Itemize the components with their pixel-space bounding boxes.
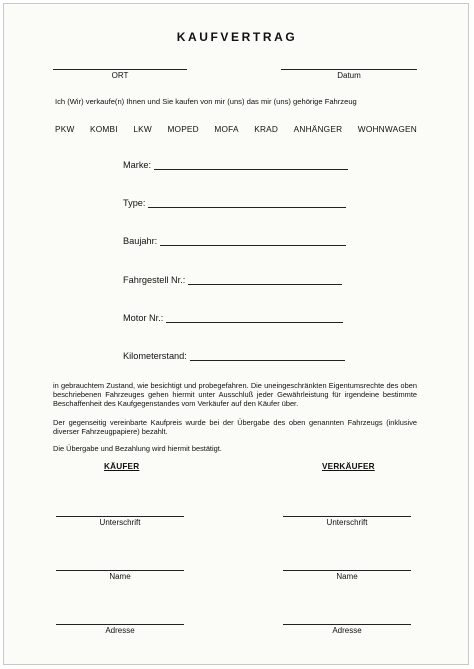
field-baujahr xyxy=(123,236,346,246)
seller-address-line[interactable] xyxy=(283,624,411,625)
field-kilometer-label: Kilometerstand: xyxy=(123,351,187,361)
field-marke xyxy=(123,160,348,170)
place-line[interactable] xyxy=(53,69,187,70)
buyer-name-line[interactable] xyxy=(56,570,184,571)
field-kilometer-line[interactable] xyxy=(190,352,345,361)
document-title: KAUFVERTRAG xyxy=(176,30,298,44)
buyer-signature-line[interactable] xyxy=(56,516,184,517)
condition-paragraph: in gebrauchtem Zustand, wie besichtigt und probegefahren. Die uneingeschränkten Eigentumsrechte des oben beschriebenen Fahrzeuges gehen hiermit unter Ausschluß jeder Gewährleistung für irgendeine bestimmte Beschaffenheit des Kaufgegenstandes vom Verkäufer auf den Käufer über. xyxy=(53,381,417,408)
intro-text: Ich (Wir) verkaufe(n) Ihnen und Sie kaufen von mir (uns) das mir (uns) gehörige Fahrzeug xyxy=(55,97,357,106)
buyer-signature-label: Unterschrift xyxy=(99,518,141,527)
vehicle-type-moped[interactable]: MOPED xyxy=(167,124,199,134)
vehicle-type-anhaenger[interactable]: ANHÄNGER xyxy=(293,124,343,134)
field-typ-label: Type: xyxy=(123,198,146,208)
vehicle-type-mofa[interactable]: MOFA xyxy=(214,124,239,134)
field-fahrgestell-label: Fahrgestell Nr.: xyxy=(123,275,186,285)
buyer-address-label: Adresse xyxy=(105,626,135,635)
field-marke-line[interactable] xyxy=(154,161,348,170)
price-paragraph: Der gegenseitig vereinbarte Kaufpreis wurde bei der Übergabe des oben genannten Fahrzeugs (inklusive diverser Fahrzeugpapiere) bezahlt. xyxy=(53,418,417,436)
buyer-heading: KÄUFER xyxy=(104,462,140,471)
confirmation-paragraph: Die Übergabe und Bezahlung wird hiermit bestätigt. xyxy=(53,444,222,453)
vehicle-type-lkw[interactable]: LKW xyxy=(133,124,152,134)
date-label: Datum xyxy=(337,71,361,80)
vehicle-type-pkw[interactable]: PKW xyxy=(55,124,75,134)
seller-signature-line[interactable] xyxy=(283,516,411,517)
vehicle-type-wohnwagen[interactable]: WOHNWAGEN xyxy=(357,124,417,134)
field-baujahr-label: Baujahr: xyxy=(123,236,158,246)
field-fahrgestell-line[interactable] xyxy=(188,276,342,285)
place-label: ORT xyxy=(111,71,129,80)
buyer-name-label: Name xyxy=(109,572,131,581)
field-motor-line[interactable] xyxy=(166,314,343,323)
field-typ-line[interactable] xyxy=(148,199,346,208)
seller-name-label: Name xyxy=(336,572,358,581)
field-fahrgestell xyxy=(123,275,342,285)
field-motor-label: Motor Nr.: xyxy=(123,313,164,323)
seller-name-line[interactable] xyxy=(283,570,411,571)
buyer-address-line[interactable] xyxy=(56,624,184,625)
seller-heading: VERKÄUFER xyxy=(322,462,375,471)
vehicle-type-krad[interactable]: KRAD xyxy=(254,124,279,134)
field-kilometer xyxy=(123,351,345,361)
vehicle-type-kombi[interactable]: KOMBI xyxy=(90,124,118,134)
field-motor xyxy=(123,313,343,323)
field-typ xyxy=(123,198,346,208)
field-baujahr-line[interactable] xyxy=(160,237,346,246)
seller-address-label: Adresse xyxy=(332,626,362,635)
seller-signature-label: Unterschrift xyxy=(326,518,368,527)
date-line[interactable] xyxy=(281,69,417,70)
field-marke-label: Marke: xyxy=(123,160,152,170)
vehicle-type-list xyxy=(55,124,417,134)
